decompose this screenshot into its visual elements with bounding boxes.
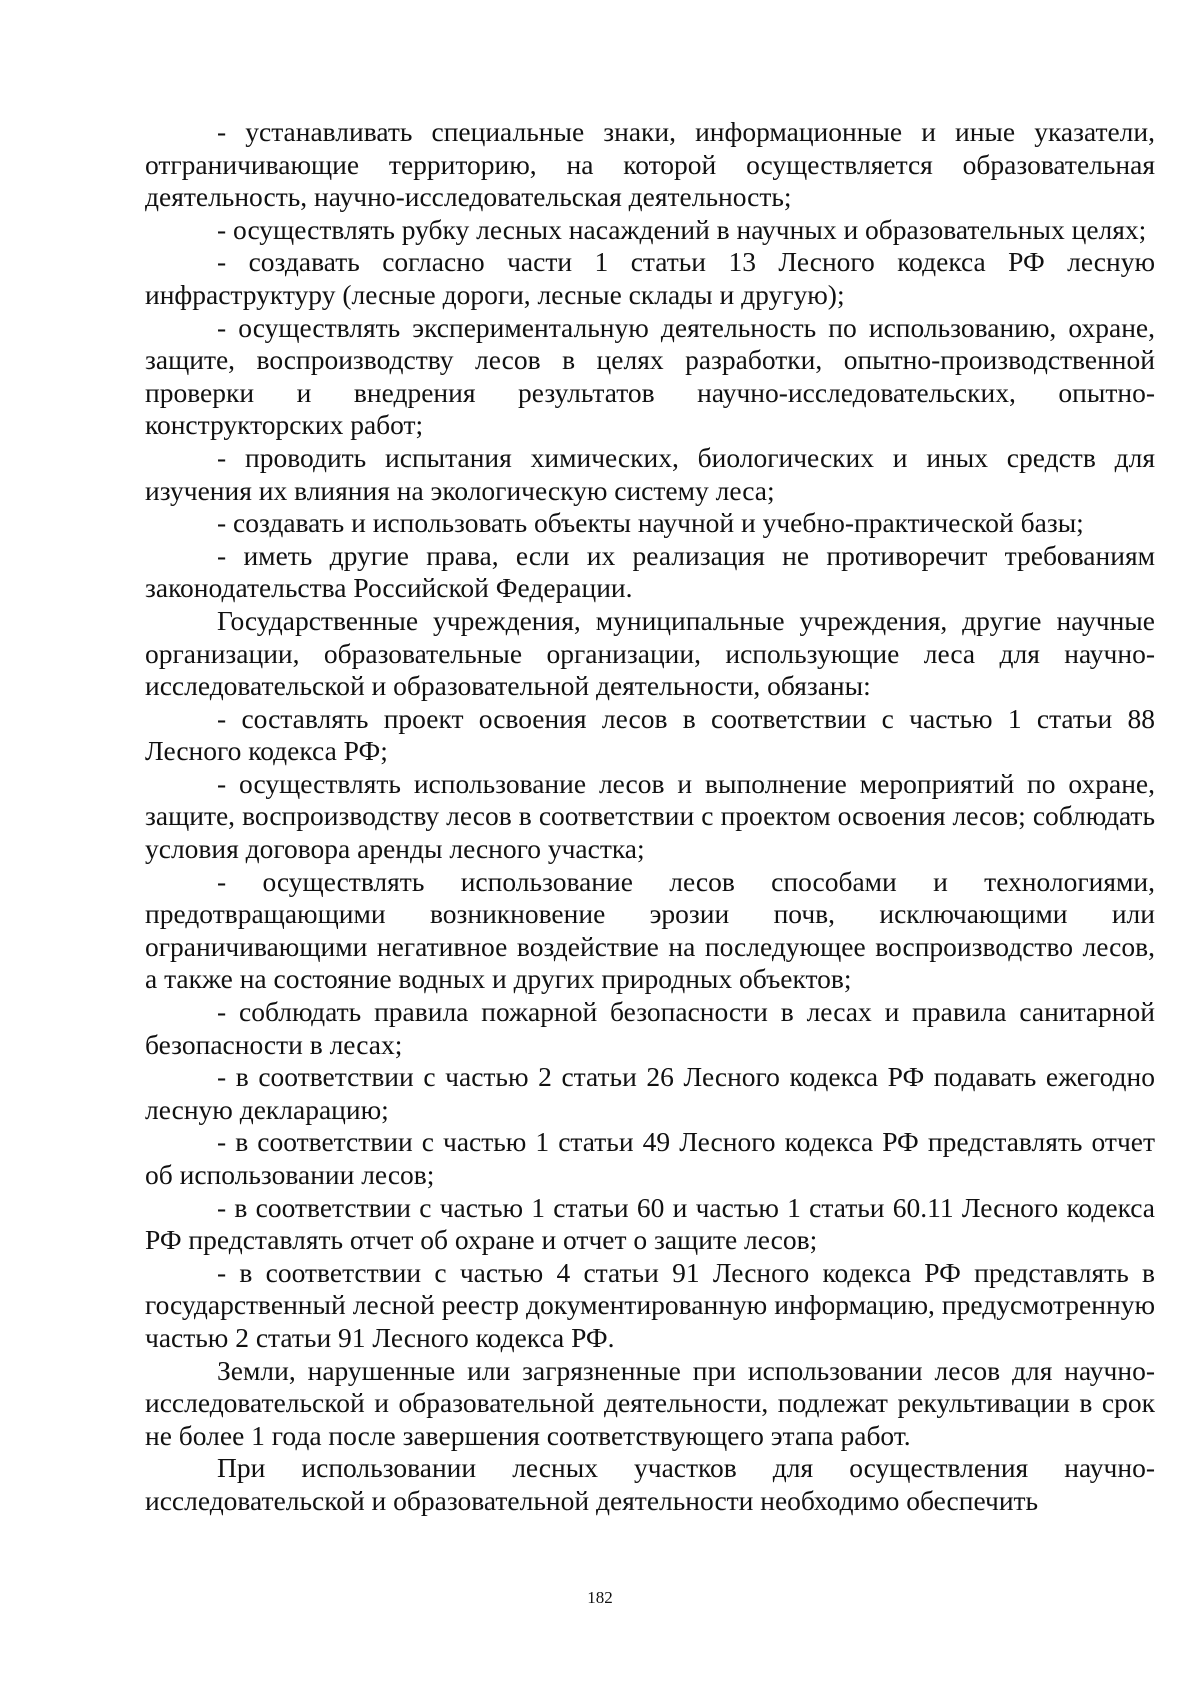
paragraph: - проводить испытания химических, биологических и иных средств для изучения их влияния на экологическую систему леса; [145,441,1155,506]
paragraph: - в соответствии с частью 1 статьи 49 Лесного кодекса РФ представлять отчет об использовании лесов; [145,1126,1155,1190]
paragraph: Государственные учреждения, муниципальные учреждения, другие научные организации, образовательные организации, использующие леса для научно-исследовательской и образовательной деятельности, обязаны: [145,604,1155,702]
paragraph: - создавать и использовать объекты научной и учебно-практической базы; [217,507,1084,539]
paragraph: - осуществлять использование лесов способами и технологиями, предотвращающими возникновение эрозии почв, исключающими или ограничивающими негативное воздействие на последующее воспроизводство лесов, а также на состояние водных и других природных объектов; [145,865,1155,995]
paragraph: При использовании лесных участков для осуществления научно-исследовательской и образовательной деятельности необходимо обеспечить [145,1452,1155,1516]
paragraph: - в соответствии с частью 4 статьи 91 Лесного кодекса РФ представлять в государственный лесной реестр документированную информацию, предусмотренную частью 2 статьи 91 Лесного кодекса РФ. [145,1256,1155,1353]
paragraph: - в соответствии с частью 2 статьи 26 Лесного кодекса РФ подавать ежегодно лесную декларацию; [145,1061,1155,1125]
paragraph: Земли, нарушенные или загрязненные при использовании лесов для научно-исследовательской и образовательной деятельности, подлежат рекультивации в срок не более 1 года после завершения соответствующего этапа работ. [145,1354,1155,1451]
paragraph: - осуществлять использование лесов и выполнение мероприятий по охране, защите, воспроизводству лесов в соответствии с проектом освоения лесов; соблюдать условия договора аренды лесного участка; [145,767,1155,865]
paragraph: - устанавливать специальные знаки, информационные и иные указатели, отграничивающие территорию, на которой осуществляется образовательная деятельность, научно-исследовательская деятельность; [145,116,1155,213]
paragraph: - соблюдать правила пожарной безопасности в лесах и правила санитарной безопасности в лесах; [145,996,1155,1060]
paragraph: - в соответствии с частью 1 статьи 60 и частью 1 статьи 60.11 Лесного кодекса РФ представлять отчет об охране и отчет о защите лесов; [145,1191,1155,1256]
paragraph: - составлять проект освоения лесов в соответствии с частью 1 статьи 88 Лесного кодекса РФ; [145,702,1155,767]
paragraph: - осуществлять экспериментальную деятельность по использованию, охране, защите, воспроизводству лесов в целях разработки, опытно-производственной проверки и внедрения результатов научно-исследовательских, опытно-конструкторских работ; [145,311,1155,441]
paragraph: - создавать согласно части 1 статьи 13 Лесного кодекса РФ лесную инфраструктуру (лесные дороги, лесные склады и другую); [145,246,1155,310]
document-body [145,116,1155,1518]
paragraph: - осуществлять рубку лесных насаждений в научных и образовательных целях; [217,213,1147,245]
page-number: 182 [587,1588,613,1607]
paragraph: - иметь другие права, если их реализация не противоречит требованиям законодательства Российской Федерации. [145,539,1155,604]
